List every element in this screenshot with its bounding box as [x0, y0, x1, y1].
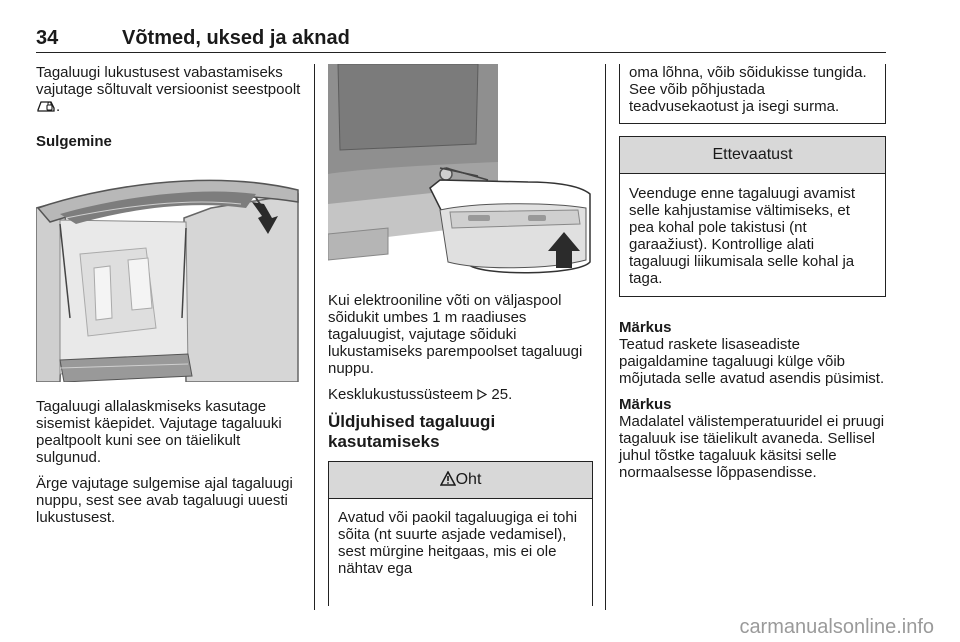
- page-header: [36, 24, 886, 53]
- intro-paragraph: Tagaluugi lukustusest vabastamiseks vajutage sõltuvalt versioonist seestpoolt .: [36, 64, 301, 115]
- page-number: 34: [36, 27, 59, 49]
- caution-notice-body: Veenduge enne tagaluugi avamist selle kahjustamise vältimiseks, et pea kohal pole takistusi (nt garaažiust). Kontrollige alati tagaluugi liikumisala selle kohal ja taga.: [629, 185, 856, 287]
- xref-line: Kesklukustussüsteem 25.: [328, 386, 513, 403]
- closing-heading: Sulgemine: [36, 133, 112, 150]
- danger-notice: [328, 461, 593, 606]
- danger-notice-header: Oht: [329, 462, 592, 499]
- warning-paragraph: Ärge vajutage sulgemise ajal tagaluugi nuppu, sest see avab tagaluugi uuesti lukustusest.: [36, 475, 293, 526]
- danger-notice-body: Avatud või paokil tagaluugiga ei tohi sõita (nt suurte asjade vedamisel), sest mürgine heitgaas, mis ei ole nähtav ega: [338, 509, 578, 577]
- note-label: Märkus: [619, 319, 672, 336]
- lowering-paragraph: Tagaluugi allalaskmiseks kasutage sisemist käepidet. Vajutage tagaluuki pealtpoolt kuni see on täielikult sulgunud.: [36, 398, 282, 466]
- note-text: Teatud raskete lisaseadiste paigaldamine tagaluugi külge võib mõjutada selle avatud asendis püsimist.: [619, 336, 885, 387]
- column-divider: [605, 64, 606, 610]
- column-2: [328, 64, 593, 606]
- danger-notice-continued: oma lõhna, võib sõidukisse tungida. See võib põhjustada teadvusekaotust ja isegi surma.: [619, 64, 886, 124]
- watermark: carmanualsonline.info: [739, 616, 934, 638]
- caution-notice: [619, 136, 886, 297]
- column-1: [36, 64, 302, 535]
- page-title: Võtmed, uksed ja aknad: [122, 27, 350, 49]
- column-3: [619, 64, 886, 490]
- general-guidelines-heading: Üldjuhised tagaluugi kasutamiseks: [328, 412, 496, 451]
- warning-triangle-icon: [440, 471, 456, 486]
- tailgate-lock-icon: [36, 98, 56, 114]
- note-label: Märkus: [619, 396, 672, 413]
- triangle-reference-icon[interactable]: [477, 389, 487, 400]
- key-paragraph: Kui elektrooniline võti on väljaspool sõidukit umbes 1 m raadiuses tagaluugist, vajutage sõiduki lukustamiseks parempoolset tagaluugi nuppu.: [328, 292, 583, 377]
- rear-button-illustration: [328, 64, 593, 274]
- note-text: Madalatel välistemperatuuridel ei pruugi tagaluuk ise täielikult avaneda. Sellisel juhul tõstke tagaluuk käsitsi selle normaalsesse lõppasendisse.: [619, 413, 885, 481]
- caution-notice-header: Ettevaatust: [620, 137, 885, 174]
- column-divider: [314, 64, 315, 610]
- tailgate-closing-illustration: [36, 168, 300, 382]
